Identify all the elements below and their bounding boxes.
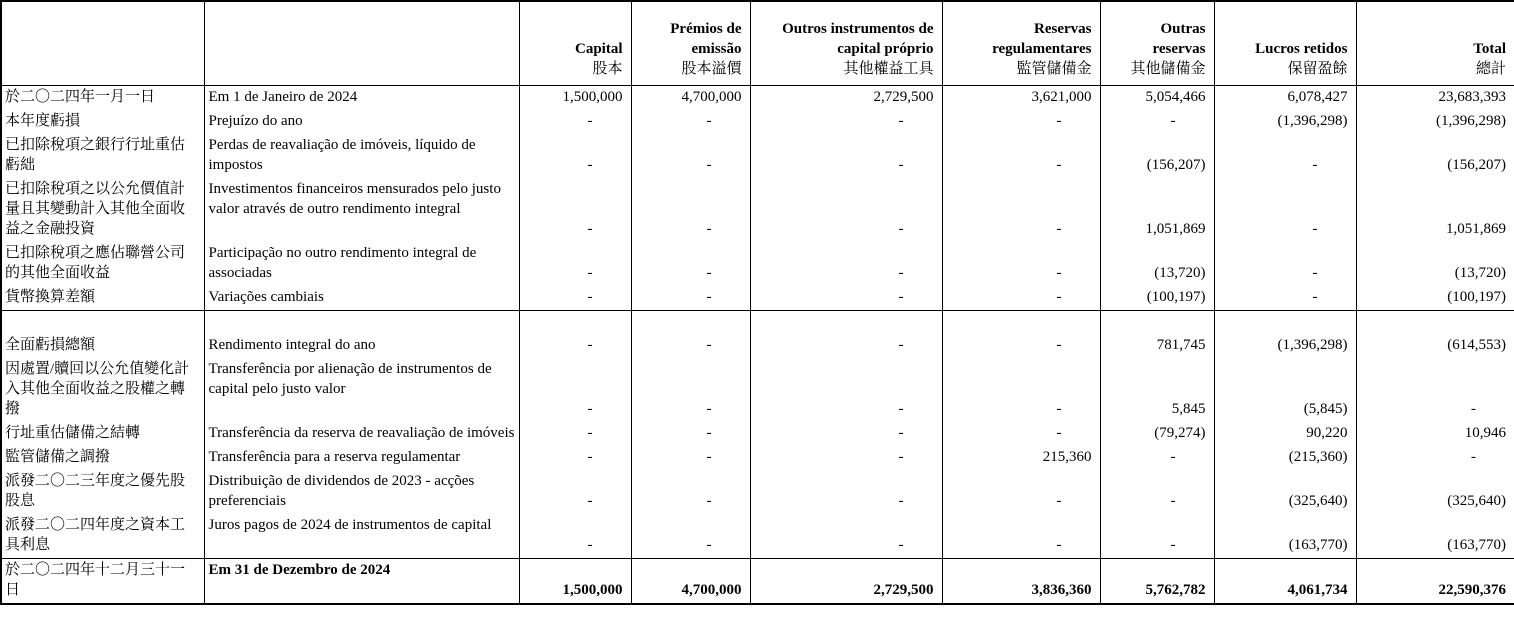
row-label-zh: 已扣除稅項之以公允價值計量且其變動計入其他全面收益之金融投資 [5, 180, 186, 237]
value-cell: (1,396,298) [1356, 110, 1514, 134]
value-cell: (1,396,298) [1214, 110, 1356, 134]
value-cell: (5,845) [1214, 358, 1356, 422]
value-cell: - [750, 470, 942, 514]
row-label-pt: Juros pagos de 2024 de instrumentos de capital [204, 514, 519, 559]
value-cell: 5,762,782 [1100, 558, 1214, 604]
section-movements [1, 310, 1514, 558]
value-cell: - [1100, 110, 1214, 134]
value-cell: (13,720) [1100, 242, 1214, 286]
column-header [1100, 1, 1214, 85]
value-cell: 4,061,734 [1214, 558, 1356, 604]
column-header [750, 1, 942, 85]
value-cell: - [1214, 286, 1356, 311]
header-row [1, 1, 1514, 85]
column-header [1214, 1, 1356, 85]
value-cell: (325,640) [1214, 470, 1356, 514]
value-cell: 2,729,500 [750, 558, 942, 604]
value-cell: - [519, 358, 631, 422]
value-cell: (163,770) [1214, 514, 1356, 559]
column-header-pt: Lucros retidos [1255, 40, 1348, 57]
table-row [1, 358, 1514, 422]
row-label-zh: 本年度虧損 [5, 112, 81, 129]
value-cell: - [750, 358, 942, 422]
row-label-pt: Rendimento integral do ano [204, 310, 519, 358]
value-cell: 4,700,000 [631, 558, 750, 604]
value-cell: - [1100, 514, 1214, 559]
value-cell: - [942, 358, 1100, 422]
table-header [1, 1, 1514, 85]
value-cell: - [942, 110, 1100, 134]
value-cell: (79,274) [1100, 422, 1214, 446]
value-cell: (13,720) [1356, 242, 1514, 286]
column-header-zh: 監管儲備金 [1016, 60, 1092, 77]
value-cell: - [942, 134, 1100, 178]
value-cell: - [631, 310, 750, 358]
row-label-zh: 已扣除稅項之應佔聯營公司的其他全面收益 [5, 244, 186, 281]
value-cell: - [750, 514, 942, 559]
value-cell: - [631, 358, 750, 422]
value-cell: - [519, 310, 631, 358]
value-cell: 4,700,000 [631, 85, 750, 110]
value-cell: - [519, 178, 631, 242]
value-cell: (100,197) [1356, 286, 1514, 311]
value-cell: (215,360) [1214, 446, 1356, 470]
column-header-pt: Capital [574, 40, 623, 57]
value-cell: - [1100, 446, 1214, 470]
column-header [519, 1, 631, 85]
value-cell: 215,360 [942, 446, 1100, 470]
value-cell: - [942, 422, 1100, 446]
table-row [1, 178, 1514, 242]
value-cell: 22,590,376 [1356, 558, 1514, 604]
value-cell: - [1214, 242, 1356, 286]
value-cell: - [519, 134, 631, 178]
row-label-pt: Transferência para a reserva regulamentar [204, 446, 519, 470]
value-cell: 1,051,869 [1100, 178, 1214, 242]
value-cell: (1,396,298) [1214, 310, 1356, 358]
row-label-zh: 於二〇二四年一月一日 [5, 88, 156, 105]
row-label-zh: 派發二〇二三年度之優先股股息 [5, 472, 186, 509]
value-cell: - [750, 310, 942, 358]
value-cell: - [1214, 134, 1356, 178]
table-row [1, 310, 1514, 358]
value-cell: - [631, 286, 750, 311]
value-cell: - [942, 178, 1100, 242]
value-cell: - [942, 242, 1100, 286]
value-cell: - [631, 178, 750, 242]
row-label-zh: 已扣除稅項之銀行行址重估虧絀 [5, 136, 186, 173]
table-row [1, 242, 1514, 286]
table-row [1, 422, 1514, 446]
value-cell: 5,845 [1100, 358, 1214, 422]
value-cell: - [750, 422, 942, 446]
value-cell: (156,207) [1100, 134, 1214, 178]
value-cell: 2,729,500 [750, 85, 942, 110]
column-header-zh: 保留盈餘 [1287, 60, 1348, 77]
column-header-pt: Outros instrumentos de capital próprio [782, 20, 934, 57]
value-cell: 5,054,466 [1100, 85, 1214, 110]
column-header-zh: 總計 [1475, 60, 1506, 77]
value-cell: - [631, 242, 750, 286]
value-cell: - [631, 134, 750, 178]
value-cell: - [519, 422, 631, 446]
value-cell: - [942, 470, 1100, 514]
value-cell: - [942, 310, 1100, 358]
section-opening-and-oci [1, 85, 1514, 310]
row-label-pt: Investimentos financeiros mensurados pelo justo valor através de outro rendimento integral [204, 178, 519, 242]
column-header-zh: 股本 [592, 60, 623, 77]
column-header [942, 1, 1100, 85]
column-header-pt: Outras reservas [1152, 20, 1206, 57]
row-label-pt: Variações cambiais [204, 286, 519, 311]
row-label-zh: 派發二〇二四年度之資本工具利息 [5, 516, 186, 553]
row-label-pt: Perdas de reavaliação de imóveis, líquido de impostos [204, 134, 519, 178]
row-label-pt: Participação no outro rendimento integral de associadas [204, 242, 519, 286]
value-cell: - [750, 110, 942, 134]
value-cell: - [631, 514, 750, 559]
value-cell: 6,078,427 [1214, 85, 1356, 110]
row-label-pt: Transferência da reserva de reavaliação de imóveis [204, 422, 519, 446]
value-cell: 90,220 [1214, 422, 1356, 446]
row-label-zh: 因處置/贖回以公允值變化計入其他全面收益之股權之轉撥 [5, 360, 190, 417]
table-row [1, 514, 1514, 559]
row-label-pt: Transferência por alienação de instrumentos de capital pelo justo valor [204, 358, 519, 422]
value-cell: - [750, 446, 942, 470]
value-cell: 10,946 [1356, 422, 1514, 446]
column-header-pt: Prémios de emissão [670, 20, 742, 57]
table-row [1, 286, 1514, 311]
section-closing [1, 558, 1514, 604]
column-header-zh: 股本溢價 [681, 60, 742, 77]
value-cell: (325,640) [1356, 470, 1514, 514]
value-cell: 3,621,000 [942, 85, 1100, 110]
value-cell: (163,770) [1356, 514, 1514, 559]
column-header-pt: Total [1473, 40, 1506, 57]
row-label-zh: 貨幣換算差額 [5, 288, 96, 305]
value-cell: - [1214, 178, 1356, 242]
table-row [1, 85, 1514, 110]
value-cell: - [750, 286, 942, 311]
value-cell: - [750, 178, 942, 242]
column-header-zh: 其他權益工具 [843, 60, 934, 77]
value-cell: - [1100, 470, 1214, 514]
value-cell: 1,500,000 [519, 558, 631, 604]
value-cell: - [750, 134, 942, 178]
value-cell: - [519, 242, 631, 286]
value-cell: - [631, 470, 750, 514]
value-cell: - [519, 110, 631, 134]
value-cell: - [519, 470, 631, 514]
row-label-pt: Distribuição de dividendos de 2023 - acções preferenciais [204, 470, 519, 514]
value-cell: - [1356, 446, 1514, 470]
row-label-zh: 全面虧損總額 [5, 336, 96, 353]
row-label-pt-header [204, 1, 519, 85]
row-label-pt: Em 1 de Janeiro de 2024 [204, 85, 519, 110]
table-row [1, 134, 1514, 178]
row-label-zh: 於二〇二四年十二月三十一日 [5, 561, 186, 598]
value-cell: - [1356, 358, 1514, 422]
table-row [1, 470, 1514, 514]
value-cell: 1,051,869 [1356, 178, 1514, 242]
column-header-zh: 其他儲備金 [1130, 60, 1206, 77]
table-row [1, 558, 1514, 604]
table-row [1, 110, 1514, 134]
row-label-pt: Prejuízo do ano [204, 110, 519, 134]
value-cell: 23,683,393 [1356, 85, 1514, 110]
value-cell: - [750, 242, 942, 286]
column-header-pt: Reservas regulamentares [992, 20, 1092, 57]
value-cell: - [942, 286, 1100, 311]
row-label-zh: 監管儲備之調撥 [5, 448, 111, 465]
value-cell: 781,745 [1100, 310, 1214, 358]
value-cell: - [519, 514, 631, 559]
column-header [1356, 1, 1514, 85]
value-cell: (156,207) [1356, 134, 1514, 178]
value-cell: - [631, 446, 750, 470]
value-cell: (614,553) [1356, 310, 1514, 358]
value-cell: - [942, 514, 1100, 559]
value-cell: 1,500,000 [519, 85, 631, 110]
value-cell: - [519, 446, 631, 470]
value-cell: - [519, 286, 631, 311]
value-cell: (100,197) [1100, 286, 1214, 311]
value-cell: - [631, 110, 750, 134]
table-row [1, 446, 1514, 470]
row-label-zh: 行址重估儲備之結轉 [5, 424, 141, 441]
value-cell: - [631, 422, 750, 446]
row-label-pt: Em 31 de Dezembro de 2024 [204, 558, 519, 604]
value-cell: 3,836,360 [942, 558, 1100, 604]
column-header [631, 1, 750, 85]
row-label-zh-header [1, 1, 204, 85]
